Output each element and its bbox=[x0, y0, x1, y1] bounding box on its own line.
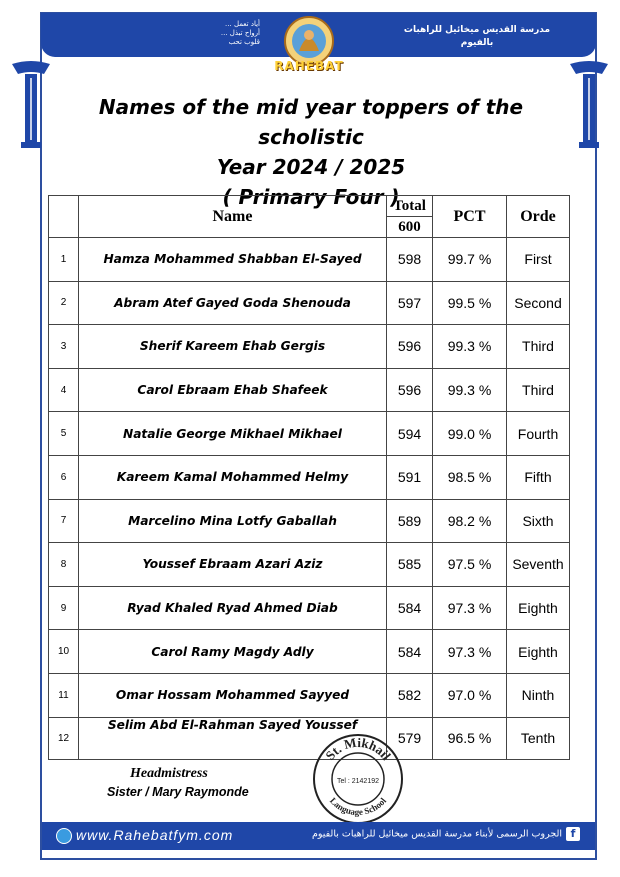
table-row bbox=[49, 281, 570, 325]
row-number: 7 bbox=[49, 499, 79, 543]
student-name: Ryad Khaled Ryad Ahmed Diab bbox=[79, 586, 387, 630]
stamp-top-text: St. Mikhail bbox=[322, 734, 395, 763]
row-number: 4 bbox=[49, 368, 79, 412]
row-number: 8 bbox=[49, 543, 79, 587]
student-name: Natalie George Mikhael Mikhael bbox=[79, 412, 387, 456]
row-number: 5 bbox=[49, 412, 79, 456]
student-name: Marcelino Mina Lotfy Gaballah bbox=[79, 499, 387, 543]
student-order: Seventh bbox=[507, 543, 570, 587]
student-order: Fifth bbox=[507, 455, 570, 499]
student-order: Second bbox=[507, 281, 570, 325]
student-order: Sixth bbox=[507, 499, 570, 543]
school-city-line: بالفيوم bbox=[460, 38, 494, 48]
page-title bbox=[48, 92, 574, 212]
student-pct: 99.3 % bbox=[433, 368, 507, 412]
student-total: 594 bbox=[387, 412, 433, 456]
header-order: Orde bbox=[507, 196, 570, 238]
student-pct: 97.0 % bbox=[433, 673, 507, 717]
student-name: Omar Hossam Mohammed Sayyed bbox=[79, 673, 387, 717]
title-line-3: ( Primary Four ) bbox=[222, 185, 400, 209]
table-row bbox=[49, 368, 570, 412]
row-number: 12 bbox=[49, 717, 79, 759]
student-name: Youssef Ebraam Azari Aziz bbox=[79, 543, 387, 587]
table-row bbox=[49, 455, 570, 499]
student-pct: 99.7 % bbox=[433, 238, 507, 282]
svg-text:Language School bbox=[328, 795, 389, 817]
student-total: 591 bbox=[387, 455, 433, 499]
slogan-line: قلوب تحب bbox=[228, 38, 260, 46]
table-row bbox=[49, 543, 570, 587]
table-row bbox=[49, 412, 570, 456]
school-stamp bbox=[312, 733, 404, 825]
student-total: 585 bbox=[387, 543, 433, 587]
title-line-2: Year 2024 / 2025 bbox=[216, 155, 406, 179]
svg-text:St. Mikhail bbox=[322, 735, 394, 763]
student-pct: 99.3 % bbox=[433, 325, 507, 369]
table-header-row bbox=[49, 196, 570, 217]
header-total-max: 600 bbox=[387, 217, 433, 238]
row-number: 1 bbox=[49, 238, 79, 282]
row-number: 9 bbox=[49, 586, 79, 630]
lotus-pillar-right-icon bbox=[568, 60, 610, 150]
student-pct: 97.3 % bbox=[433, 630, 507, 674]
table-row bbox=[49, 630, 570, 674]
student-order: Third bbox=[507, 325, 570, 369]
student-total: 596 bbox=[387, 368, 433, 412]
student-name: Abram Atef Gayed Goda Shenouda bbox=[79, 281, 387, 325]
student-total: 589 bbox=[387, 499, 433, 543]
slogan-line: أياد تعمل ... bbox=[225, 20, 260, 28]
student-order: Eighth bbox=[507, 630, 570, 674]
table-row bbox=[49, 673, 570, 717]
toppers-table bbox=[48, 195, 570, 760]
row-number: 11 bbox=[49, 673, 79, 717]
school-name-arabic bbox=[372, 24, 582, 50]
title-line-1: Names of the mid year toppers of the scholistic bbox=[98, 95, 524, 149]
student-pct: 98.5 % bbox=[433, 455, 507, 499]
table-row bbox=[49, 717, 570, 759]
student-name: Kareem Kamal Mohammed Helmy bbox=[79, 455, 387, 499]
facebook-icon: f bbox=[566, 827, 580, 841]
student-total: 598 bbox=[387, 238, 433, 282]
student-pct: 99.5 % bbox=[433, 281, 507, 325]
student-pct: 97.3 % bbox=[433, 586, 507, 630]
student-name: Carol Ramy Magdy Adly bbox=[79, 630, 387, 674]
row-number: 10 bbox=[49, 630, 79, 674]
row-number: 2 bbox=[49, 281, 79, 325]
footer-website[interactable] bbox=[56, 827, 233, 844]
student-pct: 97.5 % bbox=[433, 543, 507, 587]
facebook-text[interactable]: الجروب الرسمى لأبناء مدرسة القديس ميخائيل للراهبات بالفيوم bbox=[311, 828, 562, 840]
website-text[interactable]: www.Rahebatfym.com bbox=[76, 827, 234, 843]
table-row bbox=[49, 238, 570, 282]
table-row bbox=[49, 586, 570, 630]
header-name: Name bbox=[79, 196, 387, 238]
row-number: 6 bbox=[49, 455, 79, 499]
student-pct: 96.5 % bbox=[433, 717, 507, 759]
student-total: 596 bbox=[387, 325, 433, 369]
rahebat-logo bbox=[265, 15, 353, 77]
student-name: Carol Ebraam Ehab Shafeek bbox=[79, 368, 387, 412]
table-row bbox=[49, 325, 570, 369]
row-number: 3 bbox=[49, 325, 79, 369]
header-slogan bbox=[140, 20, 260, 47]
header-total: Total bbox=[387, 196, 433, 217]
student-order: Ninth bbox=[507, 673, 570, 717]
student-total: 582 bbox=[387, 673, 433, 717]
globe-icon bbox=[56, 828, 72, 844]
header-num-cell bbox=[49, 196, 79, 238]
student-order: Third bbox=[507, 368, 570, 412]
student-total: 584 bbox=[387, 630, 433, 674]
stamp-bottom-text: Language School bbox=[327, 795, 389, 818]
student-pct: 98.2 % bbox=[433, 499, 507, 543]
student-pct: 99.0 % bbox=[433, 412, 507, 456]
signature-name: Sister / Mary Raymonde bbox=[107, 785, 249, 799]
student-order: Eighth bbox=[507, 586, 570, 630]
signature-title: Headmistress bbox=[130, 766, 208, 781]
student-name: Hamza Mohammed Shabban El-Sayed bbox=[79, 238, 387, 282]
logo-text: RAHEBAT bbox=[274, 59, 344, 73]
footer-facebook[interactable] bbox=[290, 827, 580, 841]
student-total: 579 bbox=[387, 717, 433, 759]
lotus-pillar-left-icon bbox=[10, 60, 52, 150]
student-order: First bbox=[507, 238, 570, 282]
slogan-line: أرواح تبذل ... bbox=[220, 29, 260, 37]
header-pct: PCT bbox=[433, 196, 507, 238]
table-row bbox=[49, 499, 570, 543]
student-order: Tenth bbox=[507, 717, 570, 759]
school-name-line: مدرسة القديس ميخائيل للراهبات bbox=[403, 25, 551, 35]
student-name: Sherif Kareem Ehab Gergis bbox=[79, 325, 387, 369]
student-total: 584 bbox=[387, 586, 433, 630]
student-name: Selim Abd El-Rahman Sayed Youssef bbox=[79, 717, 387, 759]
stamp-tel: Tel : 2142192 bbox=[336, 778, 380, 785]
student-total: 597 bbox=[387, 281, 433, 325]
student-order: Fourth bbox=[507, 412, 570, 456]
